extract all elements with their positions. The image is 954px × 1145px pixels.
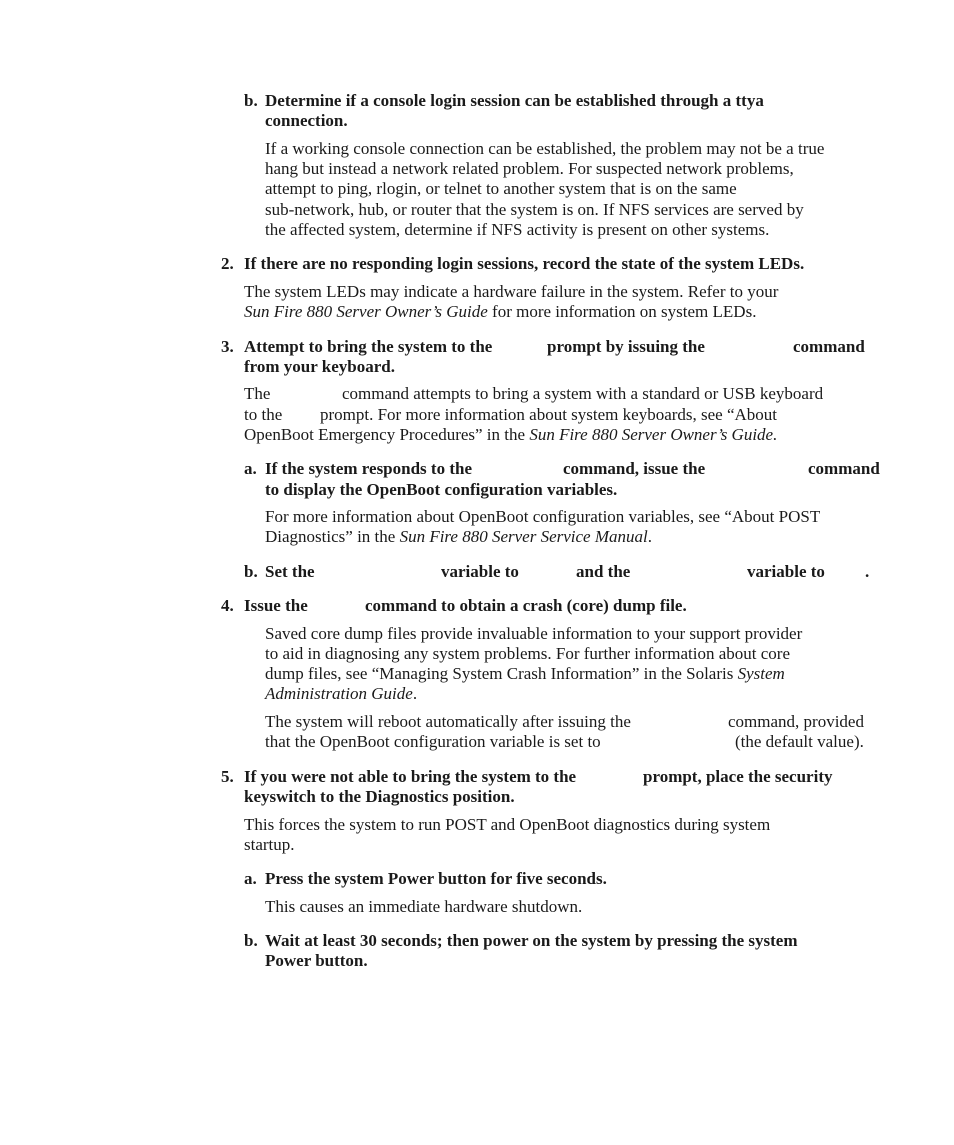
step-heading: command	[793, 337, 865, 356]
paragraph-line: the affected system, determine if NFS activity is present on other systems.	[265, 220, 770, 239]
step-heading: command, issue the	[563, 459, 706, 478]
step-heading: keyswitch to the Diagnostics position.	[244, 787, 515, 806]
step-marker: b.	[244, 91, 258, 110]
doc-title: Administration Guide	[265, 684, 413, 703]
paragraph-line: Saved core dump files provide invaluable information to your support provider	[265, 624, 803, 643]
paragraph-line: command attempts to bring a system with a standard or USB keyboard	[342, 384, 824, 403]
paragraph-line: hang but instead a network related problem. For suspected network problems,	[265, 159, 794, 178]
step-marker: 2.	[221, 254, 234, 273]
paragraph-line: command, provided	[728, 712, 864, 731]
paragraph-line: Sun Fire 880 Server Owner’s Guide for more information on system LEDs.	[244, 302, 757, 321]
step-heading: If there are no responding login sessions, record the state of the system LEDs.	[244, 254, 805, 273]
step-heading: Power button.	[265, 951, 368, 970]
step-heading: to display the OpenBoot configuration variables.	[265, 480, 618, 499]
step-heading: connection.	[265, 111, 348, 130]
paragraph-line: to the	[244, 405, 283, 424]
step-heading: If you were not able to bring the system to the	[244, 767, 577, 786]
step-heading: variable to	[441, 562, 519, 581]
step-heading: Attempt to bring the system to the	[244, 337, 493, 356]
paragraph-line: attempt to ping, rlogin, or telnet to another system that is on the same	[265, 179, 737, 198]
step-heading: Press the system Power button for five seconds.	[265, 869, 607, 888]
step-marker: b.	[244, 562, 258, 581]
step-heading: prompt by issuing the	[547, 337, 705, 356]
paragraph-line: The	[244, 384, 271, 403]
doc-title: Sun Fire 880 Server Service Manual	[399, 527, 648, 546]
paragraph-line: This causes an immediate hardware shutdown.	[265, 897, 583, 916]
step-heading: prompt, place the security	[643, 767, 833, 786]
paragraph-line: For more information about OpenBoot configuration variables, see “About POST	[265, 507, 821, 526]
paragraph-line: prompt. For more information about system keyboards, see “About	[320, 405, 778, 424]
step-heading: command	[808, 459, 880, 478]
step-heading: Set the	[265, 562, 315, 581]
paragraph-line: The system LEDs may indicate a hardware failure in the system. Refer to your	[244, 282, 779, 301]
paragraph-line: that the OpenBoot configuration variable is set to	[265, 732, 601, 751]
step-marker: b.	[244, 931, 258, 950]
paragraph-line: Administration Guide.	[265, 684, 418, 703]
step-heading: .	[865, 562, 870, 581]
paragraph-line: sub-network, hub, or router that the system is on. If NFS services are served by	[265, 200, 804, 219]
paragraph-line: This forces the system to run POST and OpenBoot diagnostics during system	[244, 815, 771, 834]
paragraph-line: OpenBoot Emergency Procedures” in the Sun Fire 880 Server Owner’s Guide.	[244, 425, 778, 444]
doc-title: System	[737, 664, 785, 683]
step-heading: If the system responds to the	[265, 459, 472, 478]
paragraph-line: The system will reboot automatically after issuing the	[265, 712, 631, 731]
step-marker: a.	[244, 869, 257, 888]
step-marker: a.	[244, 459, 257, 478]
paragraph-line: to aid in diagnosing any system problems. For further information about core	[265, 644, 791, 663]
step-heading: command to obtain a crash (core) dump file.	[365, 596, 687, 615]
paragraph-line: dump files, see “Managing System Crash Information” in the Solaris System	[265, 664, 785, 683]
step-marker: 4.	[221, 596, 234, 615]
step-heading: variable to	[747, 562, 825, 581]
step-heading: from your keyboard.	[244, 357, 395, 376]
doc-title: Sun Fire 880 Server Owner’s Guide.	[529, 425, 778, 444]
step-heading: Determine if a console login session can be established through a ttya	[265, 91, 764, 110]
step-marker: 5.	[221, 767, 234, 786]
step-heading: Issue the	[244, 596, 308, 615]
paragraph-line: startup.	[244, 835, 295, 854]
step-heading: Wait at least 30 seconds; then power on the system by pressing the system	[265, 931, 798, 950]
paragraph-line: If a working console connection can be established, the problem may not be a true	[265, 139, 825, 158]
paragraph-line: (the default value).	[735, 732, 864, 751]
step-heading: and the	[576, 562, 631, 581]
step-marker: 3.	[221, 337, 234, 356]
paragraph-line: Diagnostics” in the Sun Fire 880 Server Service Manual.	[265, 527, 652, 546]
doc-title: Sun Fire 880 Server Owner’s Guide	[244, 302, 488, 321]
